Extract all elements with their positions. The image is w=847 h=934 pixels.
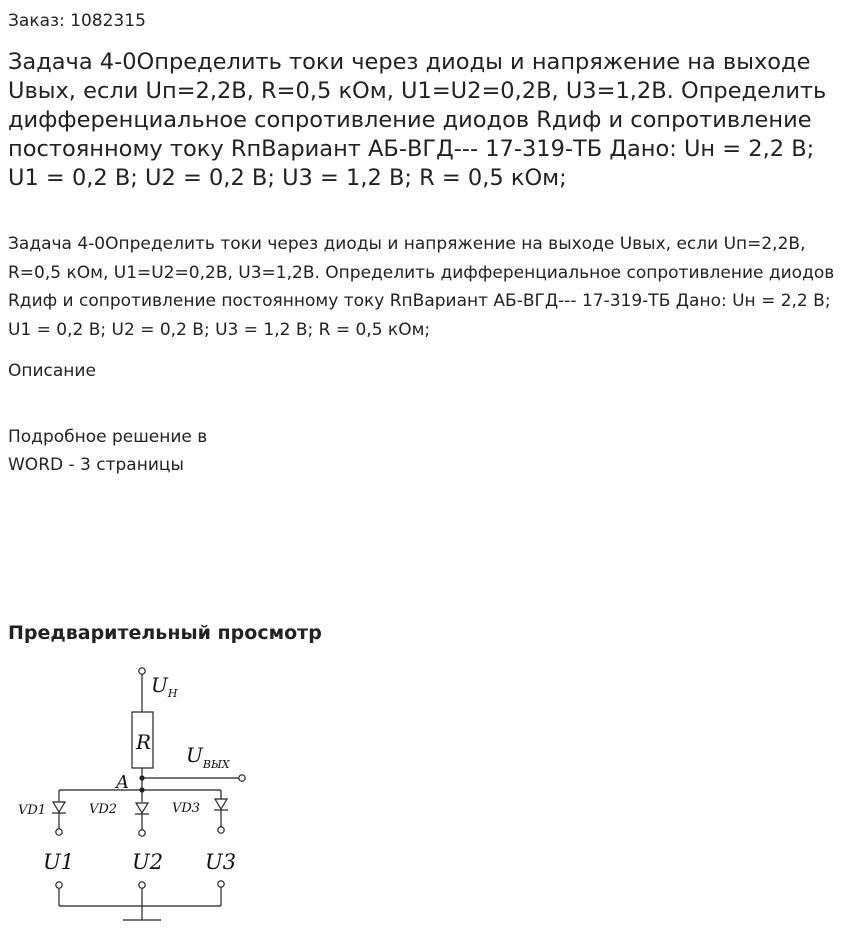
vd1-terminal (56, 829, 62, 835)
node-label: A (116, 772, 129, 793)
vd3-label: VD3 (172, 801, 201, 816)
diode-vd3 (215, 799, 227, 809)
vd1-label: VD1 (18, 803, 47, 818)
solution-line-1: Подробное решение в (8, 427, 208, 447)
solution-info (8, 423, 207, 479)
supply-label: $U_Н$ (151, 673, 178, 700)
u2-label: U2 (132, 850, 164, 874)
u1-terminal (56, 882, 62, 888)
diode-vd1 (53, 802, 65, 812)
circuit-diagram (12, 662, 252, 927)
u3-label: U3 (205, 850, 237, 874)
node-junction-bus (139, 787, 144, 792)
supply-terminal (139, 668, 145, 674)
output-label: $U_{ВЫХ}$ (186, 743, 230, 771)
output-terminal (239, 775, 245, 781)
task-text: Задача 4-0Определить токи через диоды и напряжение на выходе Uвых, если Uп=2,2В, R=0,5 кОм, U1=U2=0,2В, U3=1,2В. Определить дифференциальное сопротивление диодов Rдиф и сопротивление постоянному току RпВариант АБ-ВГД--- 17-319-ТБ Дано: Uн = 2,2 В; U1 = 0,2 В; U2 = 0,2 В; U3 = 1,2 В; R = 0,5 кОм; (8, 234, 835, 341)
vd2-label: VD2 (89, 802, 118, 817)
vd3-terminal (218, 827, 224, 833)
resistor-label: R (136, 730, 152, 754)
solution-line-2: WORD - 3 страницы (8, 455, 184, 475)
node-junction-a (139, 775, 144, 780)
order-number: Заказ: 1082315 (8, 11, 146, 31)
vd2-terminal (139, 830, 145, 836)
diode-vd2 (136, 803, 148, 813)
u1-label: U1 (43, 850, 75, 874)
u2-terminal (139, 882, 145, 888)
preview-heading: Предварительный просмотр (8, 622, 322, 644)
description-heading: Описание (8, 361, 96, 381)
u3-terminal (218, 881, 224, 887)
task-title: Задача 4-0Определить токи через диоды и напряжение на выходе Uвых, если Uп=2,2В, R=0,5 кОм, U1=U2=0,2В, U3=1,2В. Определить дифференциальное сопротивление диодов Rдиф и сопротивление постоянному току RпВариант АБ-ВГД--- 17-319-ТБ Дано: Uн = 2,2 В; U1 = 0,2 В; U2 = 0,2 В; U3 = 1,2 В; R = 0,5 кОм; (8, 49, 827, 191)
